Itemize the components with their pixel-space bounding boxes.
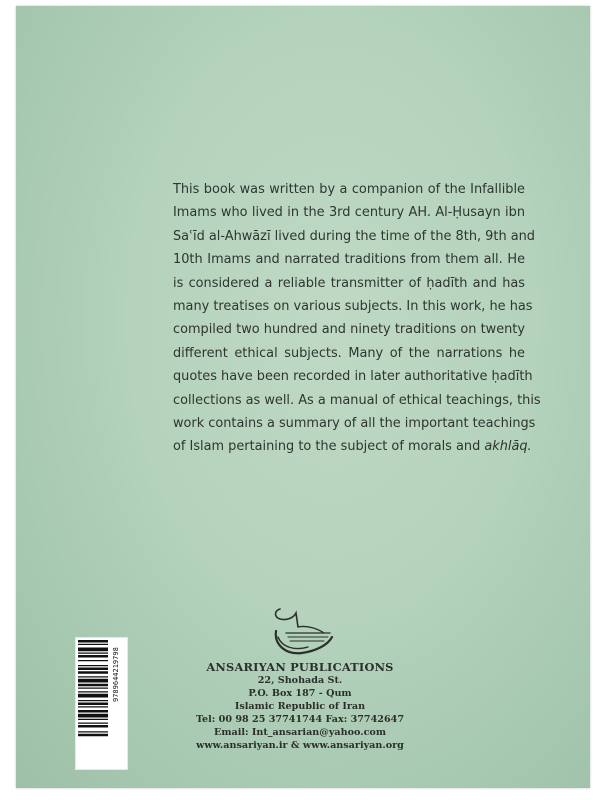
barcode-bar — [78, 719, 108, 720]
publisher-email: Email: Int_ansarian@yahoo.com — [214, 727, 386, 738]
description-line: collections as well. As a manual of ethical teachings, this — [173, 392, 541, 408]
description-line: This book was written by a companion of the Infallible — [173, 182, 525, 197]
description-last-line — [173, 435, 532, 458]
description-last-line-text: of Islam pertaining to the subject of morals and — [173, 439, 485, 455]
barcode-bar — [78, 723, 108, 724]
isbn-barcode — [75, 637, 128, 770]
barcode-bar — [78, 671, 108, 674]
barcode-bar — [78, 688, 108, 689]
description-line: many treatises on various subjects. In this work, he has — [173, 299, 533, 315]
barcode-bar — [78, 668, 108, 671]
publisher-website: www.ansariyan.ir & www.ansariyan.org — [196, 740, 404, 751]
barcode-bar — [78, 710, 108, 713]
barcode-bar — [78, 665, 108, 666]
barcode-bar — [78, 644, 108, 645]
description-line: quotes have been recorded in later authoritative ḥadīth — [173, 369, 533, 385]
description-line: 10th Imams and narrated traditions from them all. He — [173, 252, 525, 268]
barcode-bar — [78, 684, 108, 687]
barcode-bar — [78, 640, 108, 643]
barcode-bar — [78, 655, 108, 658]
description-line: compiled two hundred and ninety traditions on twenty — [173, 322, 525, 338]
barcode-bar — [78, 731, 108, 732]
barcode-bar — [78, 734, 108, 737]
publisher-pobox: P.O. Box 187 - Qum — [248, 688, 352, 699]
description-line: Imams who lived in the 3rd century AH. Al-Ḥusayn ibn — [173, 205, 525, 221]
publisher-name: ANSARIYAN PUBLICATIONS — [206, 660, 394, 674]
book-description — [173, 178, 541, 459]
publisher-country: Islamic Republic of Iran — [234, 701, 366, 712]
publisher-logo-icon — [268, 603, 336, 659]
barcode-bars-icon — [78, 640, 108, 767]
barcode-bar — [78, 648, 108, 652]
publisher-info — [180, 660, 420, 752]
isbn-number: 9789644219798 — [112, 647, 120, 702]
description-line: Saʿīd al-Ahwāzī lived during the time of the 8th, 9th and — [173, 228, 535, 244]
barcode-bar — [78, 676, 108, 677]
description-line: different ethical subjects. Many of the narrations he — [173, 345, 525, 361]
barcode-bar — [78, 679, 108, 683]
barcode-bar — [78, 703, 108, 706]
barcode-bar — [78, 725, 108, 728]
barcode-bar — [78, 700, 108, 701]
publisher-address: 22, Shohada St. — [257, 675, 343, 686]
description-line: work contains a summary of all the important teachings — [173, 416, 536, 432]
publisher-phone: Tel: 00 98 25 37741744 Fax: 37742647 — [196, 714, 404, 725]
barcode-bar — [78, 706, 108, 707]
description-line: is considered a reliable transmitter of ḥadīth and has — [173, 275, 525, 291]
barcode-bar — [78, 691, 108, 692]
barcode-bar — [78, 653, 108, 654]
barcode-bar — [78, 660, 108, 661]
barcode-bar — [78, 714, 108, 718]
akhlaq-term: akhlāq. — [484, 439, 532, 455]
barcode-bar — [78, 694, 108, 698]
